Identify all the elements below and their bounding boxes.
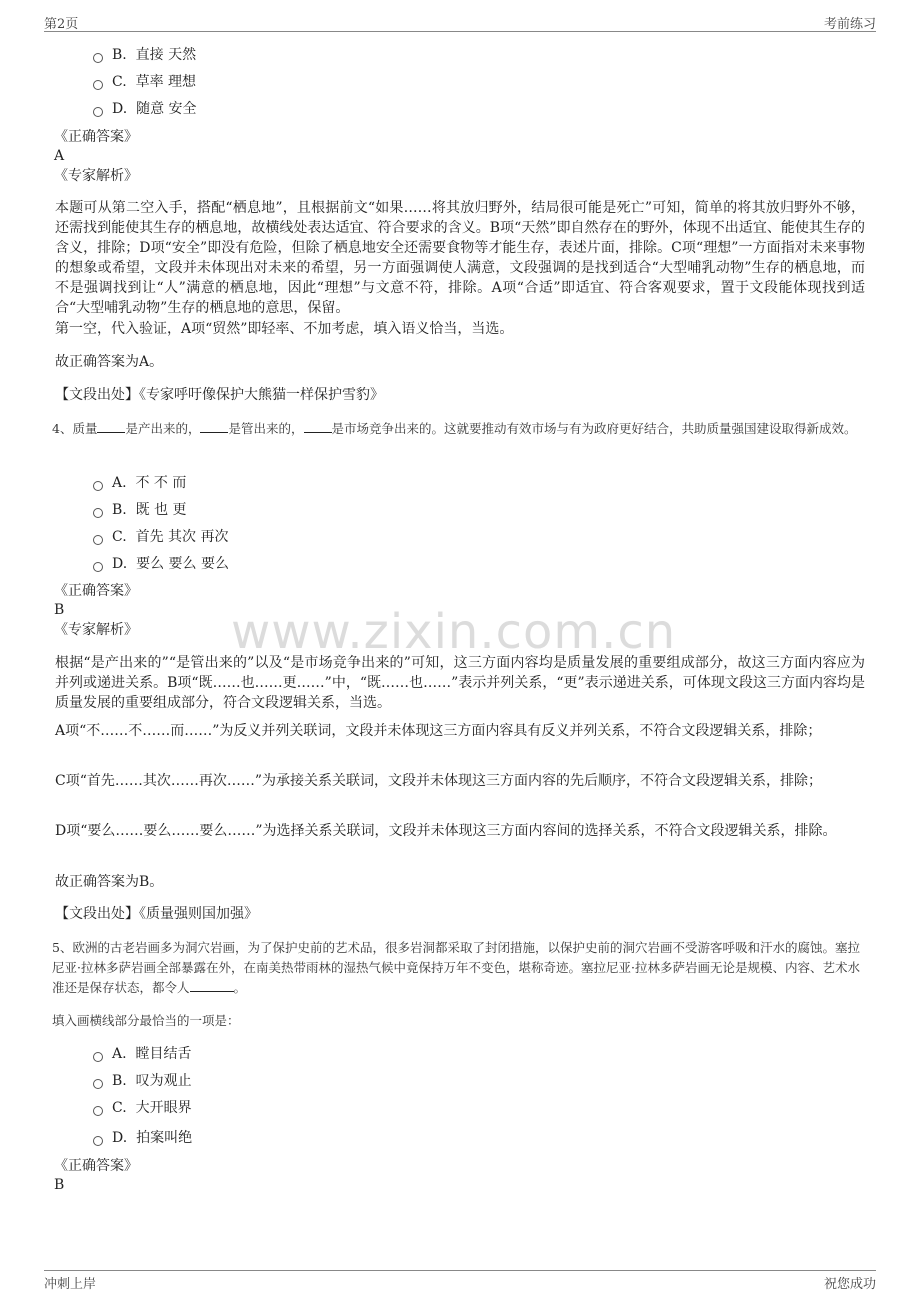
option-letter: D. xyxy=(112,101,128,117)
answer-label: 《正确答案》 xyxy=(54,1158,138,1174)
analysis-paragraph: 根据“是产出来的”“是管出来的”以及“是市场竞争出来的”可知，这三方面内容均是质量发展的重要组成部分，故这三方面内容应为并列或递进关系。B项“既……也……更……”中，“既……也……”表示并列关系，“更”表示递进关系，可体现文段这三方面内容均是质量发展的重要组成部分，符合文段逻辑关系，当选。 xyxy=(55,655,865,711)
analysis-label: 《专家解析》 xyxy=(54,168,138,184)
question-number: 4、 xyxy=(52,421,73,436)
fill-blank xyxy=(200,420,228,433)
source-citation: 【文段出处】《质量强则国加强》 xyxy=(55,906,258,922)
radio-circle-icon[interactable] xyxy=(93,1136,103,1146)
footer-left: 冲刺上岸 xyxy=(44,1277,97,1292)
answer-label: 《正确答案》 xyxy=(54,583,138,599)
stem-text: 欧洲的古老岩画多为洞穴岩画，为了保护史前的艺术品，很多岩洞都采取了封闭措施，以保护史前的洞穴岩画不受游客呼吸和汗水的腐蚀。塞拉尼亚·拉林多萨岩画全部暴露在外，在南美热带雨林的湿热气候中竟保持万年不变色，堪称奇迹。塞拉尼亚·拉林多萨岩画无论是规模、内容、艺术水准还是保存状态，都令人 xyxy=(52,940,860,995)
page-number: 第2页 xyxy=(44,17,79,32)
option-letter: D. xyxy=(112,556,128,572)
option-letter: D. xyxy=(112,1130,128,1146)
stem-end: 。 xyxy=(233,980,247,995)
fill-blank xyxy=(190,979,234,992)
answer-value: B xyxy=(54,1177,65,1193)
analysis-paragraph: A项“不……不……而……”为反义并列关联词，文段并未体现这三方面内容具有反义并列关系，不符合文段逻辑关系，排除； xyxy=(55,723,822,739)
radio-circle-icon[interactable] xyxy=(93,481,103,491)
fill-blank xyxy=(97,420,125,433)
header-divider xyxy=(44,31,876,32)
option-d[interactable] xyxy=(93,1128,192,1148)
option-a[interactable] xyxy=(93,1044,191,1064)
answer-value: A xyxy=(54,148,65,164)
radio-circle-icon[interactable] xyxy=(93,53,103,63)
question-stem xyxy=(52,938,867,998)
header-title: 考前练习 xyxy=(823,17,876,32)
option-letter: C. xyxy=(112,74,127,90)
analysis-paragraph: 本题可从第二空入手，搭配“栖息地”，且根据前文“如果……将其放归野外，结局很可能是死亡”可知，简单的将其放归野外不够，还需找到能使其生存的栖息地，故横线处表达适宜、符合要求的含义。B项“天然”即自然存在的野外，体现不出适宜、能使其生存的含义，排除；D项“安全”即没有危险，但除了栖息地安全还需要食物等才能生存，表述片面，排除。C项“理想”一方面指对未来事物的想象或希望，文段并未体现出对未来的希望，另一方面强调使人满意，文段强调的是找到适合“大型哺乳动物”生存的栖息地，而不是强调找到让“人”满意的栖息地，因此“理想”与文意不符，排除。A项“合适”即适宜、符合客观要求，置于文段能体现找到适合“大型哺乳动物”生存的栖息地的意思，保留。 xyxy=(55,200,865,316)
page-footer xyxy=(0,1270,920,1302)
analysis-paragraph: 第一空，代入验证，A项“贸然”即轻率、不加考虑，填入语义恰当，当选。 xyxy=(55,321,514,337)
option-text: 大开眼界 xyxy=(135,1100,192,1116)
option-letter: B. xyxy=(112,47,127,63)
option-text: 不 不 而 xyxy=(135,475,187,491)
stem-part: 是市场竞争出来的。这就要推动有效市场与有为政府更好结合，共助质量强国建设取得新成效。 xyxy=(331,421,857,436)
radio-circle-icon[interactable] xyxy=(93,1079,103,1089)
radio-circle-icon[interactable] xyxy=(93,562,103,572)
analysis-paragraph: C项“首先……其次……再次……”为承接关系关联词，文段并未体现这三方面内容的先后顺序，不符合文段逻辑关系，排除； xyxy=(55,773,823,789)
analysis-paragraph: D项“要么……要么……要么……”为选择关系关联词，文段并未体现这三方面内容间的选择关系，不符合文段逻辑关系，排除。 xyxy=(55,823,837,839)
option-text: 随意 安全 xyxy=(136,101,197,117)
analysis-label: 《专家解析》 xyxy=(54,622,138,638)
option-b[interactable] xyxy=(93,1071,192,1091)
stem-part: 是产出来的， xyxy=(125,421,201,436)
stem-part: 质量 xyxy=(72,421,98,436)
radio-circle-icon[interactable] xyxy=(93,1106,103,1116)
source-citation: 【文段出处】《专家呼吁像保护大熊猫一样保护雪豹》 xyxy=(55,387,384,403)
radio-circle-icon[interactable] xyxy=(93,535,103,545)
option-text: 草率 理想 xyxy=(135,74,197,90)
fill-blank xyxy=(304,420,332,433)
answer-conclusion: 故正确答案为A。 xyxy=(55,354,164,370)
option-c[interactable] xyxy=(93,1098,192,1118)
option-d[interactable] xyxy=(93,99,197,119)
option-b[interactable] xyxy=(93,500,187,520)
option-text: 直接 天然 xyxy=(135,47,197,63)
question-number: 5、 xyxy=(52,940,73,955)
radio-circle-icon[interactable] xyxy=(93,107,103,117)
question-prompt: 填入画横线部分最恰当的一项是： xyxy=(52,1013,240,1028)
option-d[interactable] xyxy=(93,554,229,574)
radio-circle-icon[interactable] xyxy=(93,508,103,518)
page-header xyxy=(0,0,920,32)
option-letter: B. xyxy=(112,1073,127,1089)
option-letter: A. xyxy=(112,475,127,491)
watermark: www.zixin.com.cn xyxy=(231,604,677,660)
radio-circle-icon[interactable] xyxy=(93,1052,103,1062)
option-a[interactable] xyxy=(93,473,186,493)
option-b[interactable] xyxy=(93,45,196,65)
radio-circle-icon[interactable] xyxy=(93,80,103,90)
option-letter: B. xyxy=(112,502,127,518)
option-letter: C. xyxy=(112,1100,127,1116)
option-text: 拍案叫绝 xyxy=(136,1130,193,1146)
option-text: 叹为观止 xyxy=(135,1073,192,1089)
footer-right: 祝您成功 xyxy=(823,1277,876,1292)
option-letter: C. xyxy=(112,529,127,545)
answer-label: 《正确答案》 xyxy=(54,129,138,145)
stem-part: 是管出来的， xyxy=(228,421,304,436)
option-text: 要么 要么 要么 xyxy=(136,556,229,572)
question-stem xyxy=(52,419,867,439)
answer-value: B xyxy=(54,602,65,618)
option-c[interactable] xyxy=(93,72,196,92)
footer-divider xyxy=(44,1270,876,1271)
option-text: 既 也 更 xyxy=(135,502,187,518)
option-text: 首先 其次 再次 xyxy=(135,529,229,545)
option-c[interactable] xyxy=(93,527,228,547)
option-letter: A. xyxy=(112,1046,127,1062)
answer-conclusion: 故正确答案为B。 xyxy=(55,874,164,890)
option-text: 瞠目结舌 xyxy=(135,1046,192,1062)
